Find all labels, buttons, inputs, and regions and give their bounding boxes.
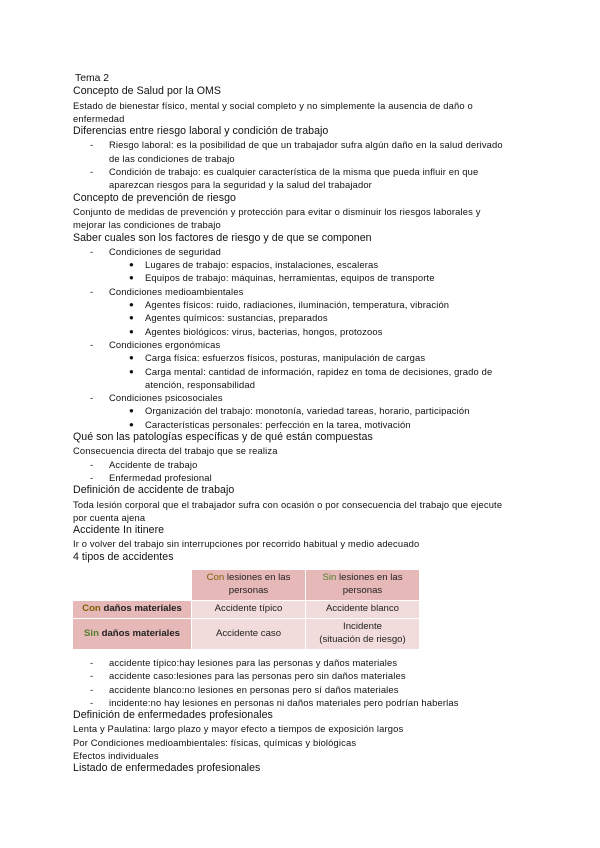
dash-marker: -: [90, 285, 94, 297]
sub-list-item: ● Carga mental: cantidad de información, rapidez en toma de decisiones, grado de: [129, 365, 493, 377]
list-item: - accidente blanco:no lesiones en personas pero sí daños materiales: [90, 683, 399, 695]
bullet-icon: ●: [129, 326, 134, 336]
document-title: Tema 2: [75, 73, 110, 84]
prevencion-heading: Concepto de prevención de riesgo: [73, 191, 236, 204]
sub-list-item: ● Carga física: esfuerzos físicos, posturas, manipulación de cargas: [129, 352, 426, 364]
table-cell: Accidente blanco: [306, 601, 419, 618]
bullet-icon: ●: [129, 300, 134, 310]
sub-list-item: ● Lugares de trabajo: espacios, instalaciones, escaleras: [129, 259, 379, 271]
list-item: - accidente típico:hay lesiones para las personas y daños materiales: [90, 656, 398, 668]
table-cell: Incidente (situación de riesgo): [306, 619, 419, 649]
dash-marker: -: [90, 670, 94, 682]
accidente-definition-line-1: Toda lesión corporal que el trabajador sufra con ocasión o por consecuencia del trabajo que ejecute: [73, 498, 503, 510]
list-item: - Condiciones ergonómicas: [90, 338, 221, 350]
factores-heading: Saber cuales son los factores de riesgo y de que se componen: [73, 231, 372, 244]
dash-marker: -: [90, 458, 94, 470]
list-item: - Condición de trabajo: es cualquier característica de la misma que pueda influir en que aparezcan riesgos para la seguridad y la salud del trabajador: [90, 166, 479, 191]
enfermedades-line: Efectos individuales: [73, 750, 159, 762]
enfermedades-line: Listado de enfermedades profesionales: [73, 762, 261, 775]
dash-marker: -: [90, 139, 94, 151]
patologias-heading: Qué son las patologías específicas y de qué están compuestas: [73, 431, 373, 444]
table-corner-cell: [73, 570, 191, 600]
salud-definition-line-1: Estado de bienestar físico, mental y social completo y no simplemente la ausencia de daño o: [73, 99, 473, 111]
table-row: [73, 619, 419, 649]
table-column-header: Sin lesiones en las personas: [306, 570, 419, 600]
prevencion-definition-line-1: Conjunto de medidas de prevención y protección para evitar o disminuir los riesgos laborales y: [73, 205, 481, 217]
sub-list-item: ● Características personales: perfección en la tarea, motivación: [129, 418, 411, 430]
bullet-icon: ●: [129, 366, 134, 376]
bullet-icon: ●: [129, 313, 134, 323]
sub-list-item: ● Agentes físicos: ruido, radiaciones, iluminación, temperatura, vibración: [129, 299, 450, 311]
table-row-header: Con daños materiales: [73, 601, 191, 618]
table-header-row: [73, 570, 419, 600]
list-item: - Condiciones medioambientales: [90, 285, 244, 297]
enfermedades-line: Lenta y Paulatina: largo plazo y mayor efecto a tiempos de exposición largos: [73, 723, 404, 735]
dash-marker: -: [90, 683, 94, 695]
document-content: [73, 72, 533, 776]
salud-heading: Concepto de Salud por la OMS: [73, 85, 222, 98]
list-item: - incidente:no hay lesiones en personas ni daños materiales pero podrían haberlas: [90, 696, 459, 708]
dash-marker: -: [90, 245, 94, 257]
bullet-icon: ●: [129, 419, 134, 429]
prevencion-definition-line-2: mejorar las condiciones de trabajo: [73, 219, 221, 231]
list-item: - Condiciones psicosociales: [90, 392, 223, 404]
sub-list-item: ● Equipos de trabajo: máquinas, herramientas, equipos de transporte: [129, 272, 435, 284]
bullet-icon: ●: [129, 406, 134, 416]
sub-list-item: ● Organización del trabajo: monotonía, variedad tareas, horario, participación: [129, 405, 470, 417]
enfermedades-line: Por Condiciones medioambientales: físicas, químicas y biológicas: [73, 736, 357, 748]
accident-types-table: [72, 569, 420, 650]
tipos-heading: 4 tipos de accidentes: [73, 550, 174, 563]
bullet-icon: ●: [129, 260, 134, 270]
accidente-heading: Definición de accidente de trabajo: [73, 484, 235, 497]
dash-marker: -: [90, 166, 94, 178]
sub-list-item-continuation: atención, responsabilidad: [145, 378, 256, 390]
list-item: - Riesgo laboral: es la posibilidad de que un trabajador sufra algún daño en la salud derivado de las condiciones de trabajo: [90, 139, 503, 164]
enfermedades-heading: Definición de enfermedades profesionales: [73, 709, 273, 722]
bullet-icon: ●: [129, 353, 134, 363]
sub-list-item: ● Agentes químicos: sustancias, preparados: [129, 312, 328, 324]
diferencias-heading: Diferencias entre riesgo laboral y condición de trabajo: [73, 125, 329, 138]
dash-marker: -: [90, 696, 94, 708]
dash-marker: -: [90, 392, 94, 404]
table-cell: Accidente típico: [192, 601, 305, 618]
itinere-definition: Ir o volver del trabajo sin interrupciones por recorrido habitual y medio adecuado: [73, 538, 420, 550]
table-row: [73, 601, 419, 618]
sub-list-item: ● Agentes biológicos: virus, bacterias, hongos, protozoos: [129, 325, 383, 337]
list-item: - Accidente de trabajo: [90, 458, 198, 470]
list-item: - Enfermedad profesional: [90, 471, 212, 483]
list-item: - Condiciones de seguridad: [90, 245, 222, 257]
dash-marker: -: [90, 471, 94, 483]
dash-marker: -: [90, 656, 94, 668]
itinere-heading: Accidente In itinere: [73, 524, 165, 537]
table-row-header: Sin daños materiales: [73, 619, 191, 649]
table-cell: Accidente caso: [192, 619, 305, 649]
salud-definition-line-2: enfermedad: [73, 112, 125, 124]
patologias-definition: Consecuencia directa del trabajo que se realiza: [73, 445, 278, 457]
list-item: - accidente caso:lesiones para las personas pero sin daños materiales: [90, 670, 406, 682]
accident-types-table-wrapper: [73, 569, 533, 650]
accidente-definition-line-2: por cuenta ajena: [73, 511, 146, 523]
table-column-header: Con lesiones en las personas: [192, 570, 305, 600]
bullet-icon: ●: [129, 273, 134, 283]
dash-marker: -: [90, 338, 94, 350]
